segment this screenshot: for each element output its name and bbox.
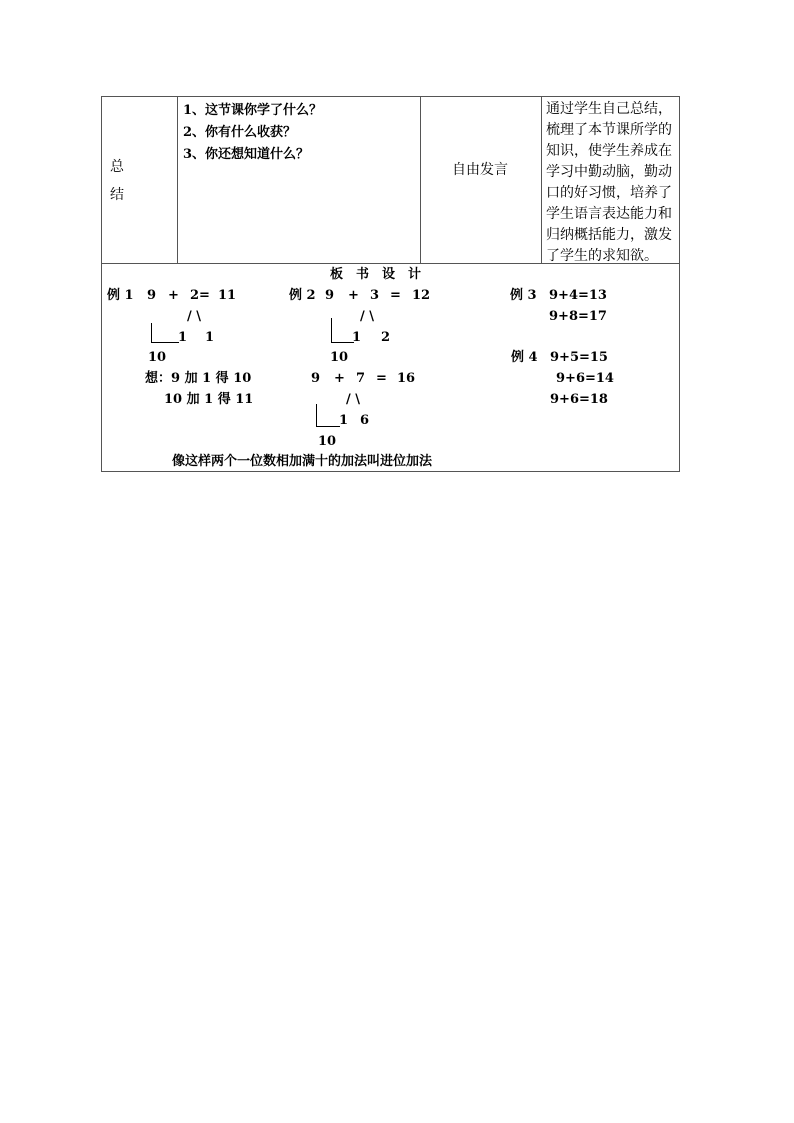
- ex2b-op: +: [334, 371, 345, 386]
- ex2-n1: 9: [325, 288, 335, 303]
- ex1-think-line2: 10 加 1 得 11: [164, 392, 254, 407]
- ex1-op: +: [168, 288, 179, 303]
- ex2b-part2: 6: [360, 413, 370, 428]
- intent-line: 口的好习惯，培养了: [546, 185, 672, 201]
- board-conclusion: 像这样两个一位数相加满十的加法叫进位加法: [172, 454, 433, 469]
- summary-question-2: 2、你有什么收获？: [183, 125, 297, 140]
- ex1-n2: 2=: [190, 288, 210, 303]
- ex2-part2: 2: [381, 330, 391, 345]
- category-label-top: 总: [110, 159, 124, 175]
- intent-line: 知识，使学生养成在: [546, 143, 672, 159]
- summary-question-1: 1、这节课你学了什么？: [183, 103, 323, 118]
- ex4-line1: 9+5=15: [550, 350, 608, 365]
- intent-line: 梳理了本节课所学的: [546, 122, 672, 138]
- ex3-line1: 9+4=13: [549, 288, 607, 303]
- ex2b-n1: 9: [311, 371, 321, 386]
- ex1-bracket-horizontal: [151, 342, 179, 343]
- ex4-label: 例 4: [511, 350, 538, 365]
- ex4-line3: 9+6=18: [550, 392, 608, 407]
- ex1-part1: 1: [178, 330, 188, 345]
- intent-line: 归纳概括能力，激发: [546, 227, 672, 243]
- intent-line: 通过学生自己总结，: [546, 101, 672, 117]
- ex1-label: 例 1: [107, 288, 134, 303]
- intent-line: 学习中勤动脑，勤动: [546, 164, 672, 180]
- intent-line: 了学生的求知欲。: [546, 248, 658, 264]
- ex2-bracket-vertical: [331, 318, 332, 343]
- intent-line: 学生语言表达能力和: [546, 206, 672, 222]
- column-divider: [420, 97, 421, 263]
- ex4-line2: 9+6=14: [556, 371, 614, 386]
- ex2-bracket-horizontal: [331, 342, 354, 343]
- column-divider: [541, 97, 542, 263]
- ex1-n1: 9: [147, 288, 157, 303]
- ex2b-part1: 1: [339, 413, 349, 428]
- category-label-bottom: 结: [110, 187, 124, 203]
- summary-question-3: 3、你还想知道什么？: [183, 147, 310, 162]
- ex1-bracket-vertical: [151, 323, 152, 343]
- ex1-think-line1: 想：9 加 1 得 10: [145, 371, 252, 386]
- lesson-table: [101, 96, 680, 472]
- ex2-result: 12: [412, 288, 431, 303]
- ex2-op: +: [348, 288, 359, 303]
- ex2-n2: 3: [370, 288, 380, 303]
- ex2-part1: 1: [352, 330, 362, 345]
- board-title: 板 书 设 计: [330, 267, 422, 282]
- ex1-result: 11: [218, 288, 237, 303]
- ex2b-bracket-horizontal: [316, 426, 340, 427]
- student-activity: 自由发言: [452, 162, 508, 178]
- ex2b-ten: 10: [318, 434, 337, 449]
- ex2b-bracket-vertical: [316, 404, 317, 427]
- ex1-ten: 10: [148, 350, 167, 365]
- ex2b-split: / \: [346, 392, 361, 407]
- ex2-split: / \: [360, 309, 375, 324]
- ex2b-n2: 7: [356, 371, 366, 386]
- ex2-label: 例 2: [289, 288, 316, 303]
- ex1-part2: 1: [205, 330, 215, 345]
- ex2-eq: =: [390, 288, 401, 303]
- ex3-label: 例 3: [510, 288, 537, 303]
- ex2b-eq: =: [376, 371, 387, 386]
- ex2b-result: 16: [397, 371, 416, 386]
- ex3-line2: 9+8=17: [549, 309, 607, 324]
- ex2-ten: 10: [330, 350, 349, 365]
- column-divider: [177, 97, 178, 263]
- ex1-split: / \: [187, 309, 202, 324]
